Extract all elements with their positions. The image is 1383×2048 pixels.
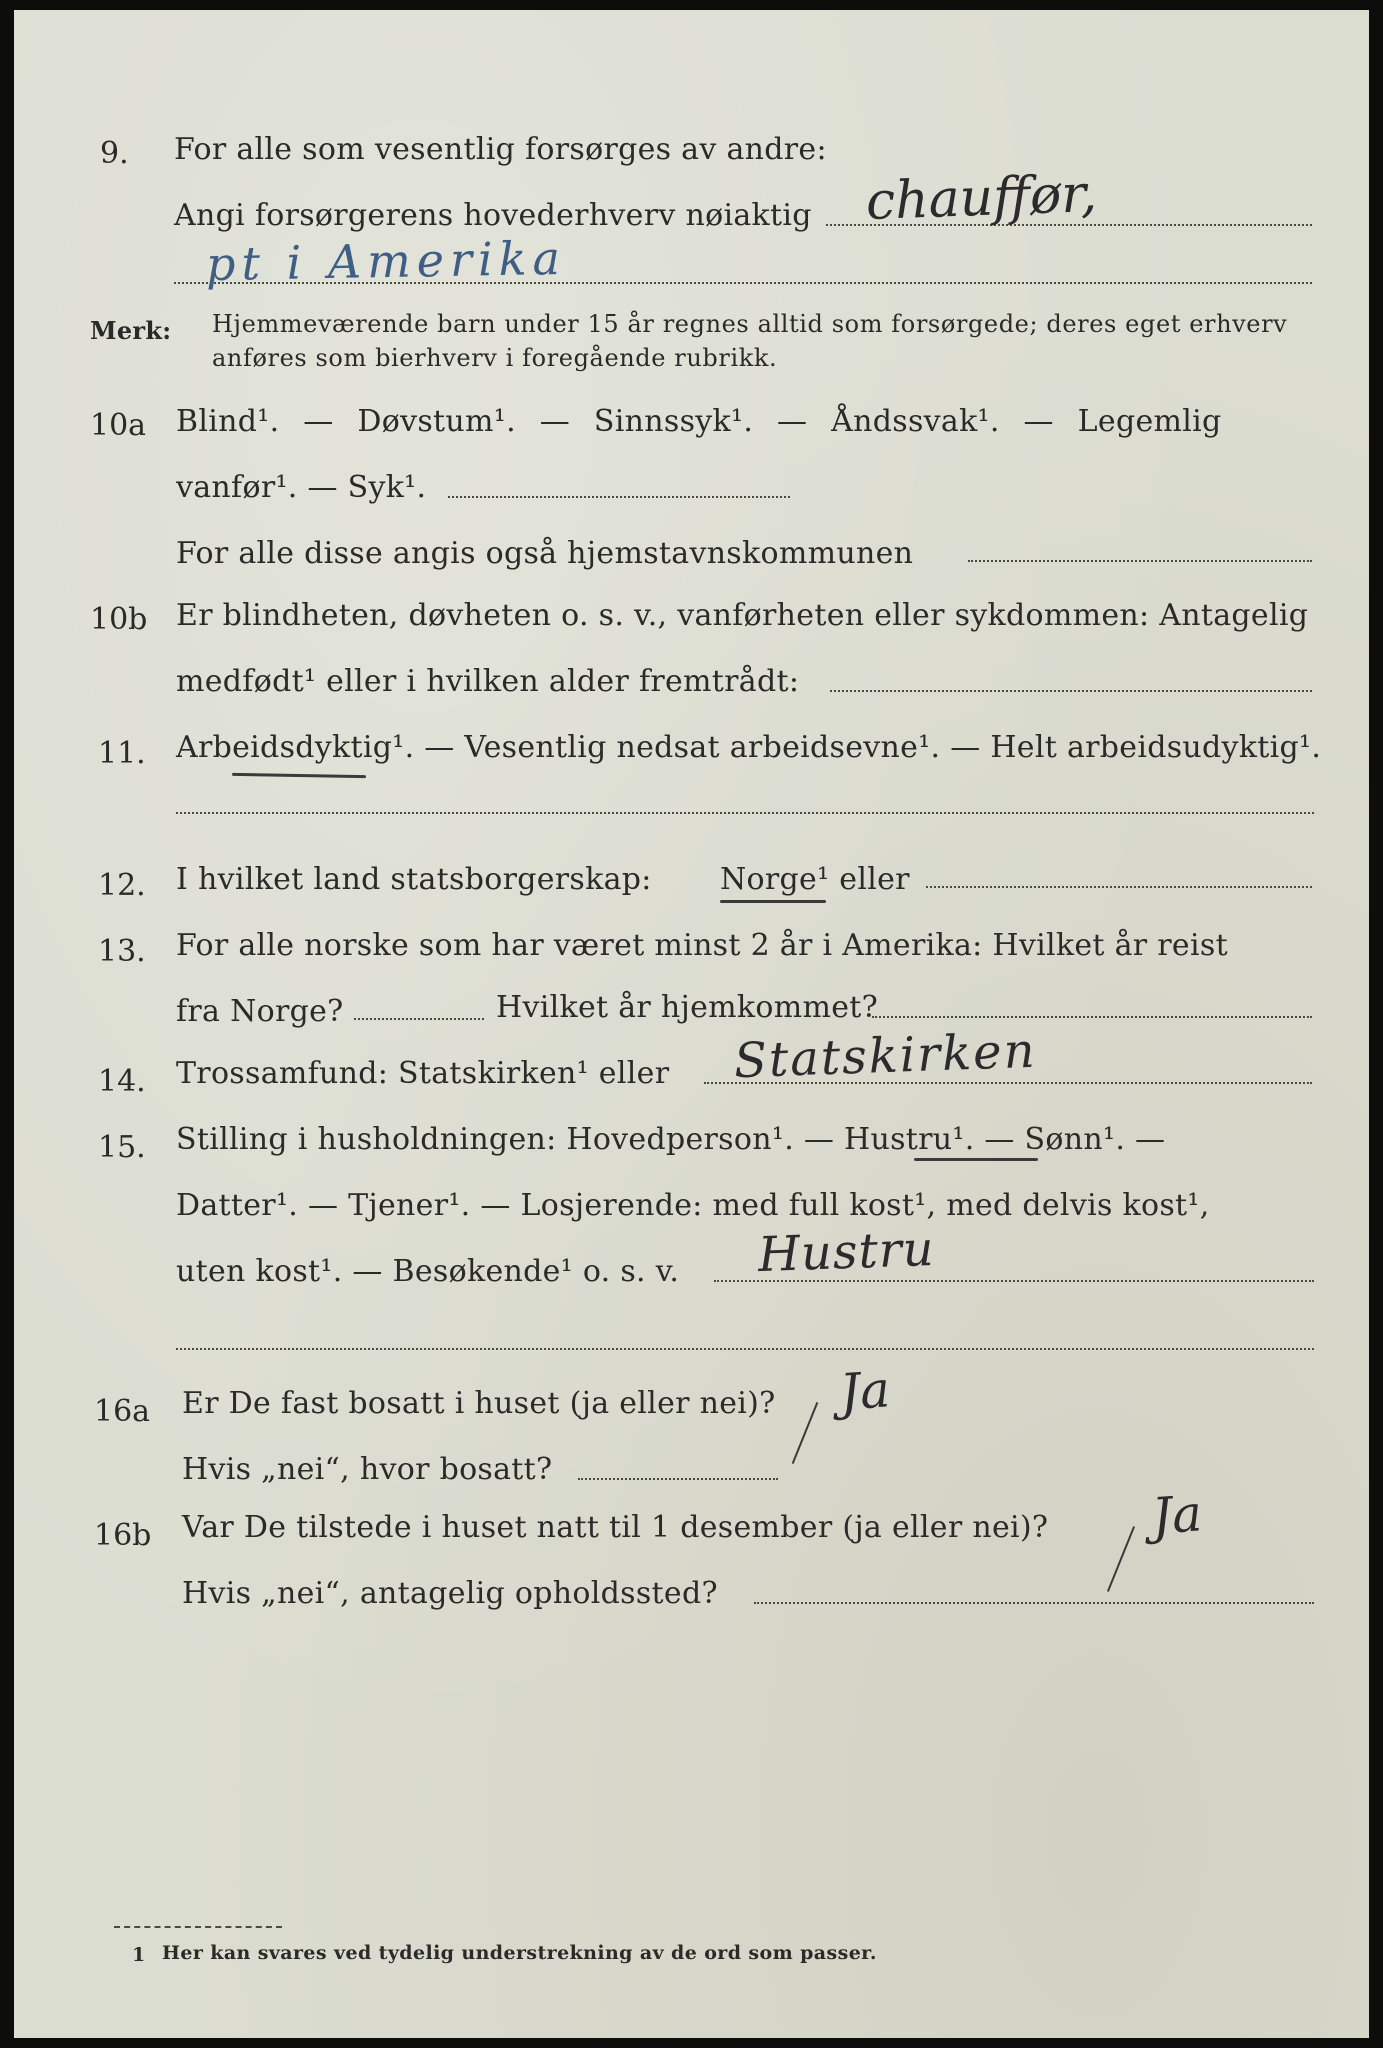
q10a-line1: Blind¹. — Døvstum¹. — Sinnssyk¹. — Åndssvak¹. — Legemlig xyxy=(176,404,1222,439)
q13-line2a: fra Norge? xyxy=(176,994,344,1029)
q14-number: 14. xyxy=(98,1064,146,1099)
q16b-line2: Hvis „nei“, antagelig opholdssted? xyxy=(182,1576,718,1611)
q16b-number: 16b xyxy=(94,1518,152,1553)
q16a-number: 16a xyxy=(94,1394,151,1429)
merk-label: Merk: xyxy=(90,316,172,345)
q10a-line3: For alle disse angis også hjemstavnskommunen xyxy=(176,536,914,571)
q10a-number: 10a xyxy=(90,408,147,443)
q9-number: 9. xyxy=(100,136,129,171)
q16b-handwritten-answer: Ja xyxy=(1150,1484,1204,1546)
q15-handwritten-answer: Hustru xyxy=(757,1220,936,1284)
q13-number: 13. xyxy=(98,934,146,969)
q12-line1b: Norge¹ eller xyxy=(720,862,910,897)
q9-line1: For alle som vesentlig forsørges av andre: xyxy=(174,132,827,167)
q16a-line1: Er De fast bosatt i huset (ja eller nei)? xyxy=(182,1386,776,1421)
q16a-check-stroke xyxy=(792,1402,819,1464)
q15-line1: Stilling i husholdningen: Hovedperson¹. — Hustru¹. — Sønn¹. — xyxy=(176,1122,1166,1157)
q12-number: 12. xyxy=(98,868,146,903)
q10b-line1: Er blindheten, døvheten o. s. v., vanførheten eller sykdommen: Antagelig xyxy=(176,598,1309,633)
q16b-answer-line xyxy=(754,1602,1314,1604)
q16b-line1: Var De tilstede i huset natt til 1 desember (ja eller nei)? xyxy=(182,1510,1049,1545)
q14-line1: Trossamfund: Statskirken¹ eller xyxy=(176,1056,670,1091)
q10a-line2: vanfør¹. — Syk¹. xyxy=(176,470,427,505)
q15-underline-hustru xyxy=(914,1158,1038,1161)
q9-handwritten-note: pt i Amerika xyxy=(205,230,567,292)
q11-answer-line xyxy=(176,812,1314,814)
q9-line2: Angi forsørgerens hovederhverv nøiaktig xyxy=(174,198,812,233)
q11-underline-arbeidsdyktig xyxy=(232,773,366,778)
q11-line1: Arbeidsdyktig¹. — Vesentlig nedsat arbeidsevne¹. — Helt arbeidsudyktig¹. xyxy=(176,730,1322,765)
q15-line3: uten kost¹. — Besøkende¹ o. s. v. xyxy=(176,1254,680,1289)
q16a-line2: Hvis „nei“, hvor bosatt? xyxy=(182,1452,553,1487)
q15-number: 15. xyxy=(98,1130,146,1165)
q10a-municipality-line xyxy=(968,560,1312,562)
q16a-answer-line xyxy=(578,1478,778,1480)
census-form-page xyxy=(14,10,1369,2038)
q12-answer-line xyxy=(926,886,1312,888)
q13-left-year-line xyxy=(354,1018,484,1020)
merk-line2: anføres som bierhverv i foregående rubrikk. xyxy=(212,344,778,372)
footnote-text: Her kan svares ved tydelig understrekning av de ord som passer. xyxy=(162,1942,877,1964)
footnote-separator xyxy=(114,1926,282,1928)
q10b-answer-line xyxy=(830,690,1312,692)
footnote-mark: 1 xyxy=(132,1944,146,1966)
q9-handwritten-occupation: chauffør, xyxy=(865,163,1098,233)
q12-line1a: I hvilket land statsborgerskap: xyxy=(176,862,652,897)
q15-extra-line xyxy=(176,1348,1314,1350)
q10b-number: 10b xyxy=(90,602,148,637)
q10b-line2: medfødt¹ eller i hvilken alder fremtrådt: xyxy=(176,664,800,699)
q14-handwritten-answer: Statskirken xyxy=(733,1022,1038,1090)
q11-number: 11. xyxy=(98,736,146,771)
q16b-check-stroke xyxy=(1107,1526,1135,1592)
q13-line1: For alle norske som har været minst 2 år i Amerika: Hvilket år reist xyxy=(176,928,1228,963)
merk-line1: Hjemmeværende barn under 15 år regnes alltid som forsørgede; deres eget erhverv xyxy=(212,310,1288,338)
q13-return-year-line xyxy=(872,1016,1312,1018)
q15-line2: Datter¹. — Tjener¹. — Losjerende: med full kost¹, med delvis kost¹, xyxy=(176,1188,1210,1223)
q12-underline-norge xyxy=(720,900,826,903)
q16a-handwritten-answer: Ja xyxy=(838,1360,892,1422)
q13-line2b: Hvilket år hjemkommet? xyxy=(496,990,879,1025)
q10a-answer-line xyxy=(448,496,790,498)
